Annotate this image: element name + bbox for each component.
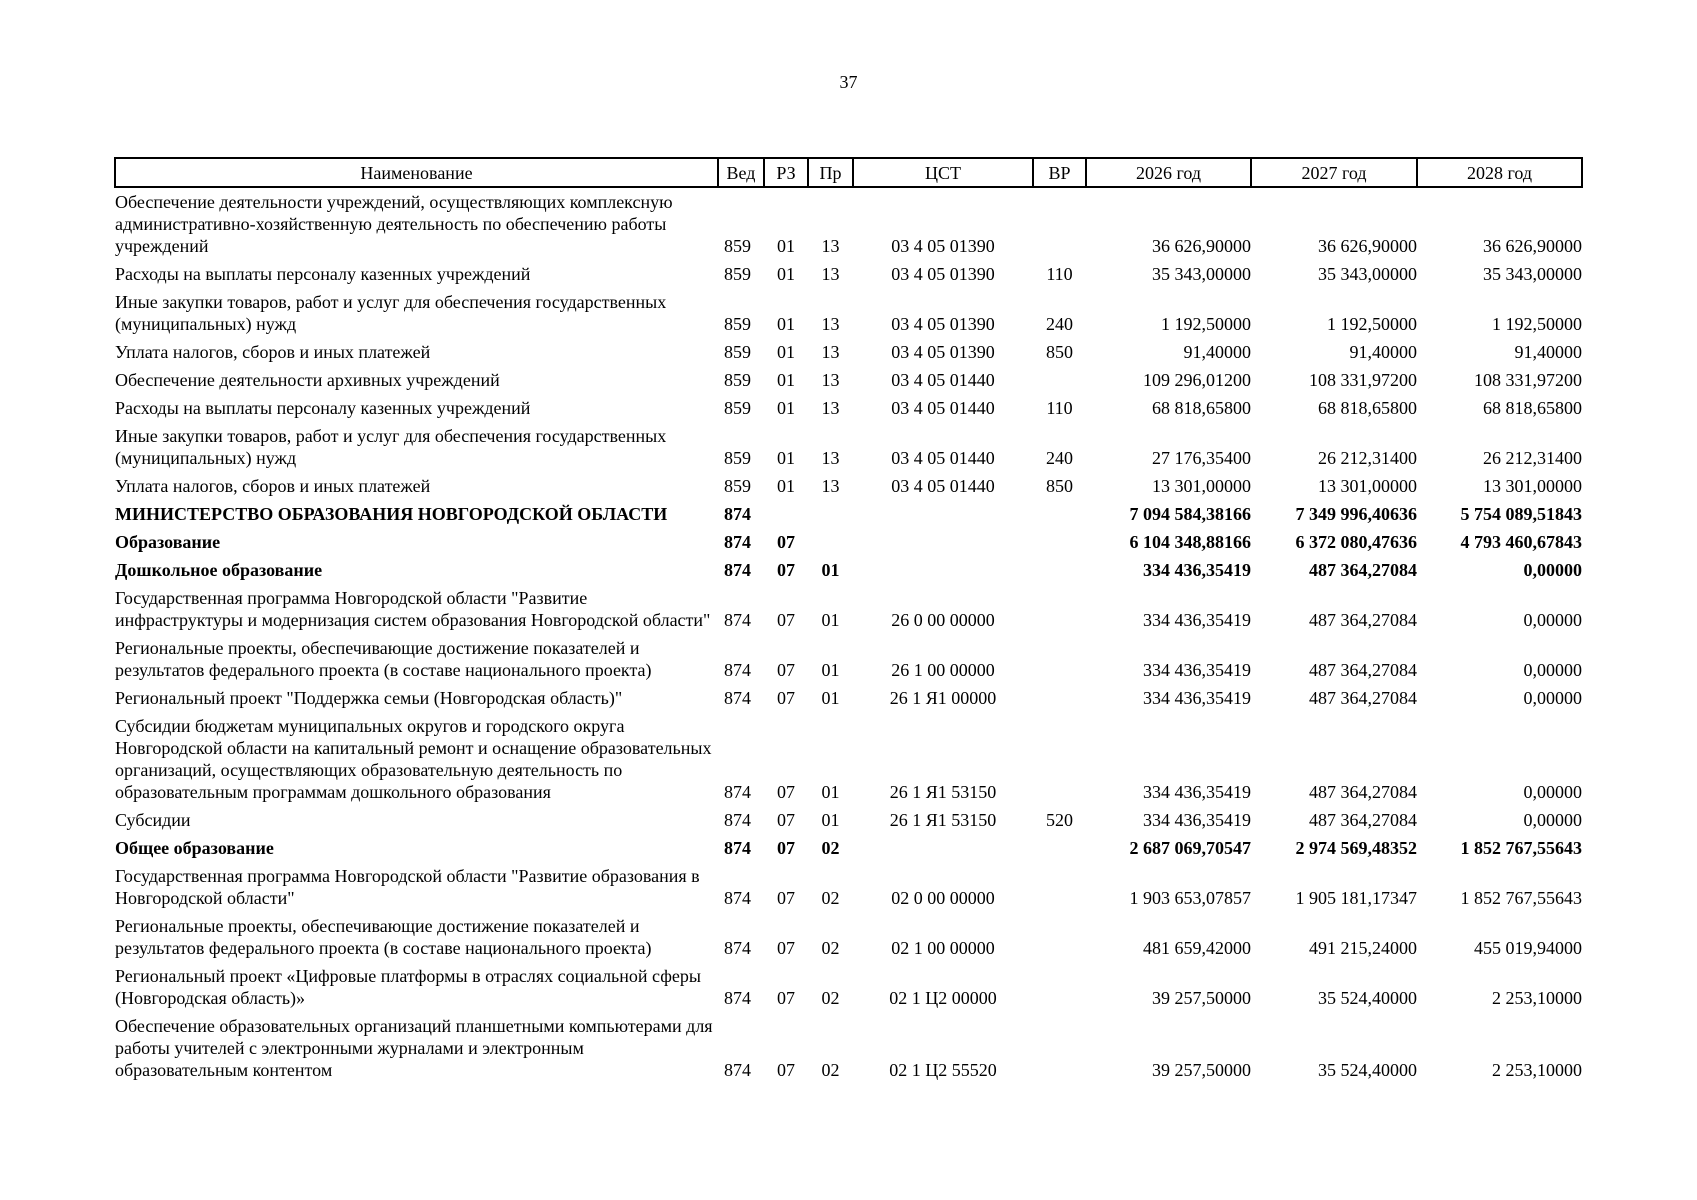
cell-y2027: 487 364,27084 (1309, 688, 1417, 708)
cell-y2028: 26 212,31400 (1483, 448, 1582, 468)
cell-y2027: 1 905 181,17347 (1295, 888, 1417, 908)
cell-y2027: 1 192,50000 (1327, 314, 1417, 334)
table-row (115, 338, 1582, 366)
cell-y2026: 334 436,35419 (1143, 810, 1251, 830)
cell-rz: 01 (777, 448, 795, 468)
table-row (115, 584, 1582, 634)
cell-cst: 02 0 00 00000 (891, 888, 995, 908)
cell-pr: 01 (821, 810, 840, 830)
cell-rz: 07 (777, 938, 795, 958)
cell-y2026: 68 818,65800 (1152, 398, 1251, 418)
cell-y2026: 36 626,90000 (1152, 236, 1251, 256)
cell-y2027: 35 524,40000 (1318, 1060, 1417, 1080)
cell-name: Субсидии (115, 810, 191, 830)
cell-name: Обеспечение деятельности учреждений, осуществляющих комплексную административно-хозяйственную деятельность по обеспечению работы учреждений (115, 192, 673, 256)
cell-ved: 859 (724, 448, 751, 468)
cell-y2028: 0,00000 (1523, 610, 1582, 630)
cell-vr (1033, 556, 1086, 584)
cell-vr (1033, 684, 1086, 712)
cell-ved: 874 (724, 688, 751, 708)
column-header-2028: 2028 год (1417, 158, 1582, 187)
cell-rz: 07 (777, 838, 795, 858)
cell-cst: 03 4 05 01390 (891, 342, 995, 362)
cell-rz: 07 (777, 988, 795, 1008)
cell-rz: 07 (777, 560, 795, 580)
cell-y2026: 334 436,35419 (1143, 660, 1251, 680)
cell-name: Уплата налогов, сборов и иных платежей (115, 342, 431, 362)
cell-ved: 859 (724, 398, 751, 418)
table-header-row (115, 158, 1582, 187)
cell-name: Региональный проект "Поддержка семьи (Новгородская область)" (115, 688, 623, 708)
table-row (115, 260, 1582, 288)
cell-y2027: 487 364,27084 (1309, 560, 1417, 580)
cell-pr: 01 (821, 688, 840, 708)
cell-y2028: 35 343,00000 (1483, 264, 1582, 284)
cell-ved: 874 (724, 610, 751, 630)
cell-cst: 26 0 00 00000 (891, 610, 995, 630)
cell-ved: 874 (724, 1060, 751, 1080)
cell-pr (808, 500, 853, 528)
column-header-vr: ВР (1033, 158, 1086, 187)
cell-y2027: 2 974 569,48352 (1295, 838, 1417, 858)
table-row (115, 288, 1582, 338)
table-row (115, 556, 1582, 584)
cell-cst: 02 1 Ц2 00000 (889, 988, 997, 1008)
cell-y2027: 487 364,27084 (1309, 810, 1417, 830)
cell-ved: 874 (724, 660, 751, 680)
column-header-2026: 2026 год (1086, 158, 1251, 187)
cell-y2026: 91,40000 (1183, 342, 1251, 362)
cell-y2027: 6 372 080,47636 (1295, 532, 1417, 552)
cell-y2026: 35 343,00000 (1152, 264, 1251, 284)
cell-pr: 13 (821, 370, 840, 390)
cell-vr: 850 (1046, 476, 1073, 496)
cell-rz: 01 (777, 370, 795, 390)
cell-vr (1033, 366, 1086, 394)
cell-name: Уплата налогов, сборов и иных платежей (115, 476, 431, 496)
table-row (115, 634, 1582, 684)
cell-pr: 13 (821, 236, 840, 256)
cell-y2026: 39 257,50000 (1152, 988, 1251, 1008)
cell-name: Обеспечение образовательных организаций планшетными компьютерами для работы учителей с электронными журналами и электронным образовательным контентом (115, 1016, 713, 1080)
cell-y2026: 1 192,50000 (1161, 314, 1251, 334)
cell-rz: 07 (777, 660, 795, 680)
table-body (115, 187, 1582, 1084)
cell-vr (1033, 500, 1086, 528)
cell-cst (853, 834, 1033, 862)
table-row (115, 806, 1582, 834)
table-row (115, 862, 1582, 912)
cell-vr (1033, 712, 1086, 806)
cell-name: Субсидии бюджетам муниципальных округов и городского округа Новгородской области на капитальный ремонт и оснащение образовательных организаций, осуществляющих образовательную деятельность по образовательным программам дошкольного образования (115, 716, 712, 802)
cell-y2026: 481 659,42000 (1143, 938, 1251, 958)
cell-pr: 02 (821, 888, 840, 908)
cell-y2027: 487 364,27084 (1309, 610, 1417, 630)
cell-y2028: 1 852 767,55643 (1460, 838, 1582, 858)
cell-y2028: 68 818,65800 (1483, 398, 1582, 418)
cell-ved: 874 (724, 810, 751, 830)
cell-pr: 13 (821, 398, 840, 418)
cell-rz: 07 (777, 888, 795, 908)
cell-name: Региональные проекты, обеспечивающие достижение показателей и результатов федерального проекта (в составе национального проекта) (115, 916, 652, 958)
cell-ved: 874 (724, 988, 751, 1008)
cell-rz: 07 (777, 610, 795, 630)
cell-pr: 01 (821, 782, 840, 802)
cell-pr: 13 (821, 264, 840, 284)
cell-ved: 874 (724, 838, 751, 858)
cell-y2026: 13 301,00000 (1152, 476, 1251, 496)
table-row (115, 528, 1582, 556)
cell-rz: 01 (777, 398, 795, 418)
cell-ved: 874 (724, 888, 751, 908)
cell-pr: 13 (821, 342, 840, 362)
table-row (115, 834, 1582, 862)
cell-y2027: 35 524,40000 (1318, 988, 1417, 1008)
cell-pr: 01 (821, 660, 840, 680)
cell-name: Региональные проекты, обеспечивающие достижение показателей и результатов федерального проекта (в составе национального проекта) (115, 638, 652, 680)
cell-y2027: 13 301,00000 (1318, 476, 1417, 496)
cell-vr (1033, 1012, 1086, 1084)
cell-pr: 02 (821, 938, 840, 958)
cell-rz: 07 (777, 1060, 795, 1080)
cell-y2026: 27 176,35400 (1152, 448, 1251, 468)
cell-pr: 02 (821, 838, 840, 858)
cell-vr: 110 (1046, 264, 1073, 284)
table-row (115, 500, 1582, 528)
table-row (115, 1012, 1582, 1084)
cell-pr: 13 (821, 448, 840, 468)
cell-y2028: 2 253,10000 (1492, 1060, 1582, 1080)
cell-pr (808, 528, 853, 556)
column-header-pr: Пр (808, 158, 853, 187)
cell-ved: 859 (724, 342, 751, 362)
cell-ved: 874 (724, 560, 751, 580)
cell-y2026: 39 257,50000 (1152, 1060, 1251, 1080)
cell-y2027: 491 215,24000 (1309, 938, 1417, 958)
cell-y2028: 0,00000 (1523, 560, 1582, 580)
column-header-rz: РЗ (764, 158, 808, 187)
column-header-2027: 2027 год (1251, 158, 1417, 187)
cell-y2026: 1 903 653,07857 (1129, 888, 1251, 908)
cell-ved: 874 (724, 938, 751, 958)
cell-y2027: 68 818,65800 (1318, 398, 1417, 418)
table-row (115, 366, 1582, 394)
cell-name: Региональный проект «Цифровые платформы в отраслях социальной сферы (Новгородская область)» (115, 966, 701, 1008)
cell-y2028: 108 331,97200 (1474, 370, 1582, 390)
cell-rz: 01 (777, 342, 795, 362)
cell-name: Иные закупки товаров, работ и услуг для обеспечения государственных (муниципальных) нужд (115, 426, 667, 468)
cell-y2028: 91,40000 (1514, 342, 1582, 362)
cell-name: Дошкольное образование (115, 560, 323, 580)
cell-y2027: 36 626,90000 (1318, 236, 1417, 256)
cell-name: Общее образование (115, 838, 274, 858)
cell-ved: 859 (724, 264, 751, 284)
table-row (115, 684, 1582, 712)
cell-y2026: 334 436,35419 (1143, 560, 1251, 580)
cell-pr: 01 (821, 560, 840, 580)
cell-rz: 01 (777, 264, 795, 284)
cell-vr: 110 (1046, 398, 1073, 418)
cell-cst: 02 1 00 00000 (891, 938, 995, 958)
cell-cst: 02 1 Ц2 55520 (889, 1060, 997, 1080)
cell-cst: 26 1 Я1 53150 (889, 810, 997, 830)
cell-y2028: 0,00000 (1523, 782, 1582, 802)
budget-table (114, 157, 1583, 1084)
cell-rz: 07 (777, 782, 795, 802)
cell-vr (1033, 634, 1086, 684)
cell-vr (1033, 912, 1086, 962)
cell-ved: 859 (724, 236, 751, 256)
cell-vr (1033, 584, 1086, 634)
cell-ved: 874 (724, 532, 751, 552)
cell-name: МИНИСТЕРСТВО ОБРАЗОВАНИЯ НОВГОРОДСКОЙ ОБЛАСТИ (115, 504, 668, 524)
cell-y2027: 91,40000 (1349, 342, 1417, 362)
cell-cst: 03 4 05 01440 (891, 370, 995, 390)
cell-vr: 240 (1046, 314, 1073, 334)
cell-y2028: 455 019,94000 (1474, 938, 1582, 958)
cell-y2028: 5 754 089,51843 (1460, 504, 1582, 524)
cell-y2027: 7 349 996,40636 (1295, 504, 1417, 524)
cell-vr (1033, 834, 1086, 862)
cell-y2028: 0,00000 (1523, 810, 1582, 830)
cell-y2028: 1 192,50000 (1492, 314, 1582, 334)
cell-pr: 02 (821, 988, 840, 1008)
column-header-ved: Вед (718, 158, 764, 187)
cell-cst: 03 4 05 01390 (891, 264, 995, 284)
cell-cst (853, 500, 1033, 528)
cell-ved: 859 (724, 370, 751, 390)
table-row (115, 394, 1582, 422)
table-row (115, 422, 1582, 472)
cell-y2027: 108 331,97200 (1309, 370, 1417, 390)
cell-y2026: 7 094 584,38166 (1129, 504, 1251, 524)
cell-y2027: 26 212,31400 (1318, 448, 1417, 468)
cell-vr (1033, 528, 1086, 556)
cell-y2028: 36 626,90000 (1483, 236, 1582, 256)
cell-y2028: 0,00000 (1523, 660, 1582, 680)
table-row (115, 962, 1582, 1012)
cell-y2028: 13 301,00000 (1483, 476, 1582, 496)
cell-vr: 240 (1046, 448, 1073, 468)
cell-name: Государственная программа Новгородской области "Развитие инфраструктуры и модернизация систем образования Новгородской области" (115, 588, 711, 630)
cell-pr: 02 (821, 1060, 840, 1080)
cell-y2027: 487 364,27084 (1309, 660, 1417, 680)
cell-y2028: 2 253,10000 (1492, 988, 1582, 1008)
cell-y2026: 6 104 348,88166 (1129, 532, 1251, 552)
cell-name: Расходы на выплаты персоналу казенных учреждений (115, 264, 531, 284)
cell-y2028: 1 852 767,55643 (1460, 888, 1582, 908)
cell-cst: 26 1 00 00000 (891, 660, 995, 680)
column-header-name: Наименование (115, 158, 718, 187)
cell-cst (853, 528, 1033, 556)
cell-cst: 03 4 05 01440 (891, 448, 995, 468)
table-row (115, 187, 1582, 260)
page-number: 37 (839, 72, 858, 92)
cell-y2026: 2 687 069,70547 (1129, 838, 1251, 858)
cell-ved: 859 (724, 314, 751, 334)
cell-y2026: 109 296,01200 (1143, 370, 1251, 390)
cell-name: Образование (115, 532, 221, 552)
cell-y2026: 334 436,35419 (1143, 610, 1251, 630)
cell-pr: 13 (821, 476, 840, 496)
cell-y2028: 4 793 460,67843 (1460, 532, 1582, 552)
cell-vr: 850 (1046, 342, 1073, 362)
cell-cst: 26 1 Я1 53150 (889, 782, 997, 802)
cell-vr: 520 (1046, 810, 1073, 830)
cell-rz (764, 500, 808, 528)
cell-y2027: 35 343,00000 (1318, 264, 1417, 284)
cell-rz: 01 (777, 236, 795, 256)
cell-vr (1033, 187, 1086, 260)
cell-y2026: 334 436,35419 (1143, 688, 1251, 708)
table-row (115, 912, 1582, 962)
cell-name: Иные закупки товаров, работ и услуг для обеспечения государственных (муниципальных) нужд (115, 292, 667, 334)
cell-y2027: 487 364,27084 (1309, 782, 1417, 802)
cell-pr: 13 (821, 314, 840, 334)
cell-name: Государственная программа Новгородской области "Развитие образования в Новгородской области" (115, 866, 700, 908)
cell-rz: 07 (777, 688, 795, 708)
cell-name: Расходы на выплаты персоналу казенных учреждений (115, 398, 531, 418)
cell-vr (1033, 862, 1086, 912)
cell-ved: 874 (724, 504, 751, 524)
cell-rz: 01 (777, 476, 795, 496)
cell-cst: 03 4 05 01390 (891, 314, 995, 334)
cell-rz: 07 (777, 532, 795, 552)
cell-cst: 03 4 05 01440 (891, 398, 995, 418)
cell-cst: 03 4 05 01390 (891, 236, 995, 256)
cell-rz: 01 (777, 314, 795, 334)
cell-vr (1033, 962, 1086, 1012)
cell-y2028: 0,00000 (1523, 688, 1582, 708)
cell-ved: 859 (724, 476, 751, 496)
cell-name: Обеспечение деятельности архивных учреждений (115, 370, 500, 390)
cell-ved: 874 (724, 782, 751, 802)
table-row (115, 712, 1582, 806)
table-row (115, 472, 1582, 500)
cell-cst: 03 4 05 01440 (891, 476, 995, 496)
cell-cst (853, 556, 1033, 584)
cell-pr: 01 (821, 610, 840, 630)
column-header-cst: ЦСТ (853, 158, 1033, 187)
cell-y2026: 334 436,35419 (1143, 782, 1251, 802)
cell-cst: 26 1 Я1 00000 (889, 688, 997, 708)
cell-rz: 07 (777, 810, 795, 830)
